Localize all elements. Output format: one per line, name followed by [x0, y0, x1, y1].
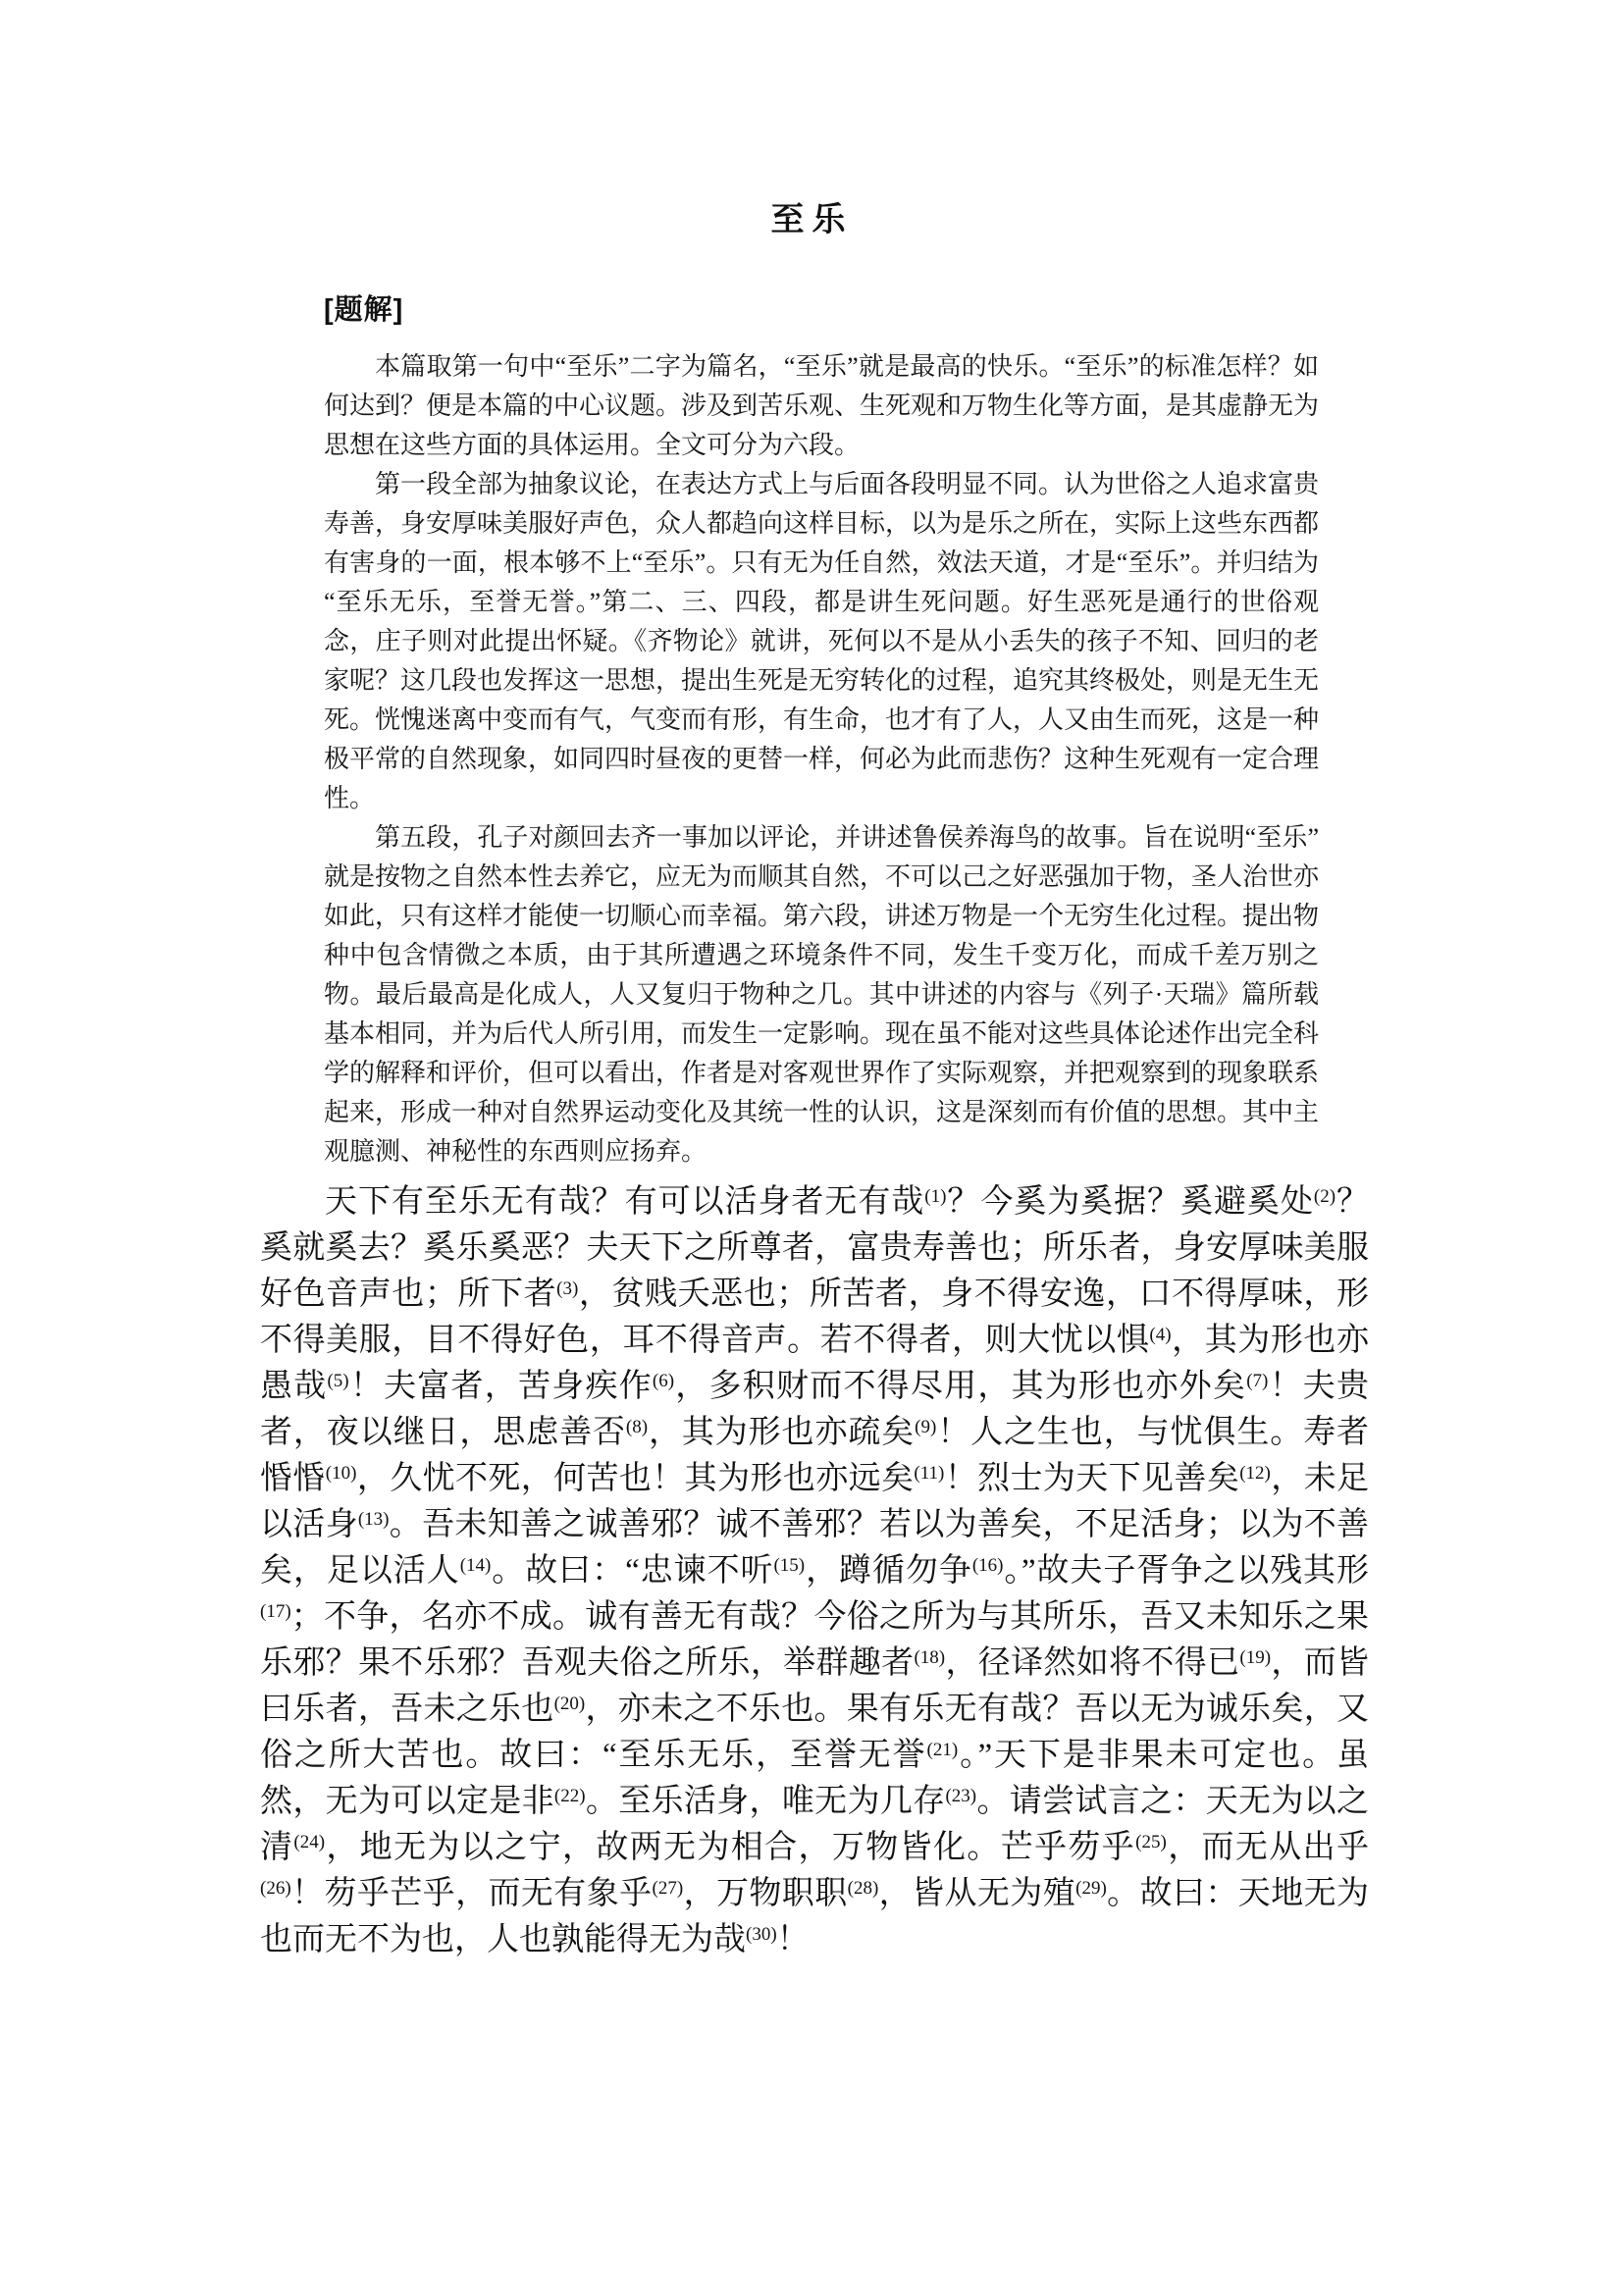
note-ref: (9)	[915, 1417, 937, 1437]
note-ref: (23)	[945, 1786, 977, 1806]
note-ref: (17)	[260, 1601, 291, 1622]
note-ref: (29)	[1075, 1878, 1107, 1899]
note-ref: (3)	[556, 1278, 579, 1299]
main-text-run: ，未足以活身	[260, 1461, 1370, 1542]
note-ref: (30)	[746, 1924, 777, 1945]
note-ref: (13)	[357, 1509, 390, 1530]
note-ref: (1)	[924, 1186, 947, 1207]
main-text-run: ，径译然如将不得已	[945, 1645, 1240, 1681]
main-text-run: ！	[776, 1922, 810, 1957]
main-text-run: ，蹲循勿争	[805, 1553, 972, 1589]
main-text-run: ？今奚为奚据？奚避奚处	[946, 1184, 1314, 1220]
note-ref: (11)	[914, 1463, 945, 1484]
intro-paragraph: 本篇取第一句中“至乐”二字为篇名，“至乐”就是最高的快乐。“至乐”的标准怎样？如何达到？便是本篇的中心议题。涉及到苦乐观、生死观和万物生化等方面，是其虚静无为思想在这些方面的具体运用。全文可分为六段。	[324, 352, 1320, 459]
main-text-run: ！夫贵者，夜以继日，思虑善否	[260, 1369, 1370, 1450]
note-ref: (27)	[652, 1878, 684, 1899]
main-text-run: ！人之生也，与忧俱生。寿者惛惛	[260, 1415, 1370, 1496]
note-ref: (12)	[1239, 1463, 1271, 1484]
main-text-run: ，其为形也亦愚哉	[260, 1323, 1370, 1404]
note-ref: (10)	[325, 1463, 357, 1484]
note-ref: (20)	[553, 1694, 586, 1714]
main-text-run: ，而无从出乎	[1166, 1830, 1370, 1865]
note-ref: (16)	[971, 1555, 1004, 1576]
main-text-run: ！夫富者，苦身疾作	[348, 1369, 653, 1404]
note-ref: (7)	[1246, 1371, 1269, 1391]
note-ref: (4)	[1149, 1325, 1172, 1345]
main-text-run: 。故曰：天地无为也而无不为也，人也孰能得无为哉	[260, 1876, 1370, 1957]
intro-paragraph: 第五段，孔子对颜回去齐一事加以评论，并讲述鲁侯养海鸟的故事。旨在说明“至乐”就是按物之自然本性去养它，应无为而顺其自然，不可以己之好恶强加于物，圣人治世亦如此，只有这样才能使一切顺心而幸福。第六段，讲述万物是一个无穷生化过程。提出物种中包含情微之本质，由于其所遭遇之环境条件不同，发生千变万化，而成千差万别之物。最后最高是化成人，人又复归于物种之几。其中讲述的内容与《列子·天瑞》篇所载基本相同，并为后代人所引用，而发生一定影响。现在虽不能对这些具体论述作出完全科学的解释和评价，但可以看出，作者是对客观世界作了实际观察，并把观察到的现象联系起来，形成一种对自然界运动变化及其统一性的认识，这是深刻而有价值的思想。其中主观臆测、神秘性的东西则应扬弃。	[324, 823, 1320, 1166]
main-text-run: ，亦未之不乐也。果有乐无有哉？吾以无为诚乐矣，又俗之所大苦也。故曰：“至乐无乐，至誉无誉	[260, 1692, 1370, 1773]
main-text-run: ，其为形也亦疏矣	[648, 1415, 916, 1450]
note-ref: (24)	[293, 1832, 326, 1852]
main-text-run: 。”天下是非果未可定也。虽然，无为可以定是非	[260, 1738, 1369, 1819]
note-ref: (26)	[260, 1878, 291, 1899]
section-heading-tijie: [题解]	[324, 294, 404, 326]
note-ref: (8)	[625, 1417, 649, 1437]
note-ref: (5)	[327, 1371, 349, 1391]
main-text-run: 。至乐活身，唯无为几存	[585, 1784, 946, 1819]
main-text-run: ，多积财而不得尽用，其为形也亦外矣	[674, 1369, 1247, 1404]
main-text-run: ！烈士为天下见善矣	[944, 1461, 1240, 1496]
note-ref: (25)	[1135, 1832, 1167, 1852]
main-text-run: ，万物职职	[683, 1876, 848, 1911]
main-text-run: ！芴乎芒乎，而无有象乎	[290, 1876, 653, 1911]
main-text-run: ，皆从无为殖	[878, 1876, 1076, 1911]
main-text-run: 。请尝试言之：天无为以之清	[260, 1784, 1370, 1865]
main-text-run: 。故曰：“忠谏不听	[491, 1553, 774, 1589]
main-text-run: 。吾未知善之诚善邪？诚不善邪？若以为善矣，不足活身；以为不善矣，足以活人	[260, 1507, 1370, 1589]
note-ref: (6)	[652, 1371, 675, 1391]
note-ref: (21)	[926, 1740, 959, 1760]
main-text	[260, 1179, 1369, 1963]
main-text-run: ？奚就奚去？奚乐奚恶？夫天下之所尊者，富贵寿善也；所乐者，身安厚味美服好色音声也；所下者	[260, 1184, 1370, 1312]
main-text-run: 天下有至乐无有哉？有可以活身者无有哉	[325, 1184, 925, 1220]
note-ref: (2)	[1313, 1186, 1336, 1207]
main-text-run: ，地无为以之宁，故两无为相合，万物皆化。芒乎芴乎	[325, 1830, 1136, 1865]
intro-section	[324, 347, 1319, 1172]
main-text-run: ，贫贱夭恶也；所苦者，身不得安逸，口不得厚味，形不得美服，目不得好色，耳不得音声。若不得者，则大忧以惧	[260, 1277, 1370, 1358]
note-ref: (14)	[459, 1555, 492, 1576]
note-ref: (19)	[1239, 1647, 1272, 1668]
main-text-run: 。”故夫子胥争之以残其形	[1003, 1553, 1369, 1589]
note-ref: (28)	[847, 1878, 879, 1899]
note-ref: (15)	[773, 1555, 806, 1576]
main-text-run: ；不争，名亦不成。诚有善无有哉？今俗之所为与其所乐，吾又未知乐之果乐邪？果不乐邪？吾观夫俗之所乐，举群趣者	[260, 1599, 1369, 1681]
document-title: 至乐	[770, 201, 854, 238]
main-text-run: ，而皆曰乐者，吾未之乐也	[260, 1645, 1370, 1727]
note-ref: (22)	[553, 1786, 586, 1806]
note-ref: (18)	[914, 1647, 946, 1668]
intro-paragraph: 第一段全部为抽象议论，在表达方式上与后面各段明显不同。认为世俗之人追求富贵寿善，身安厚味美服好声色，众人都趋向这样目标，以为是乐之所在，实际上这些东西都有害身的一面，根本够不上“至乐”。只有无为任自然，效法天道，才是“至乐”。并归结为“至乐无乐，至誉无誉。”第二、三、四段，都是讲生死问题。好生恶死是通行的世俗观念，庄子则对此提出怀疑。《齐物论》就讲，死何以不是从小丢失的孩子不知、回归的老家呢？这几段也发挥这一思想，提出生死是无穷转化的过程，追究其终极处，则是无生无死。恍愧迷离中变而有气，气变而有形，有生命，也才有了人，人又由生而死，这是一种极平常的自然现象，如同四时昼夜的更替一样，何必为此而悲伤？这种生死观有一定合理性。	[324, 470, 1320, 812]
main-text-run: ，久忧不死，何苦也！其为形也亦远矣	[356, 1461, 915, 1496]
